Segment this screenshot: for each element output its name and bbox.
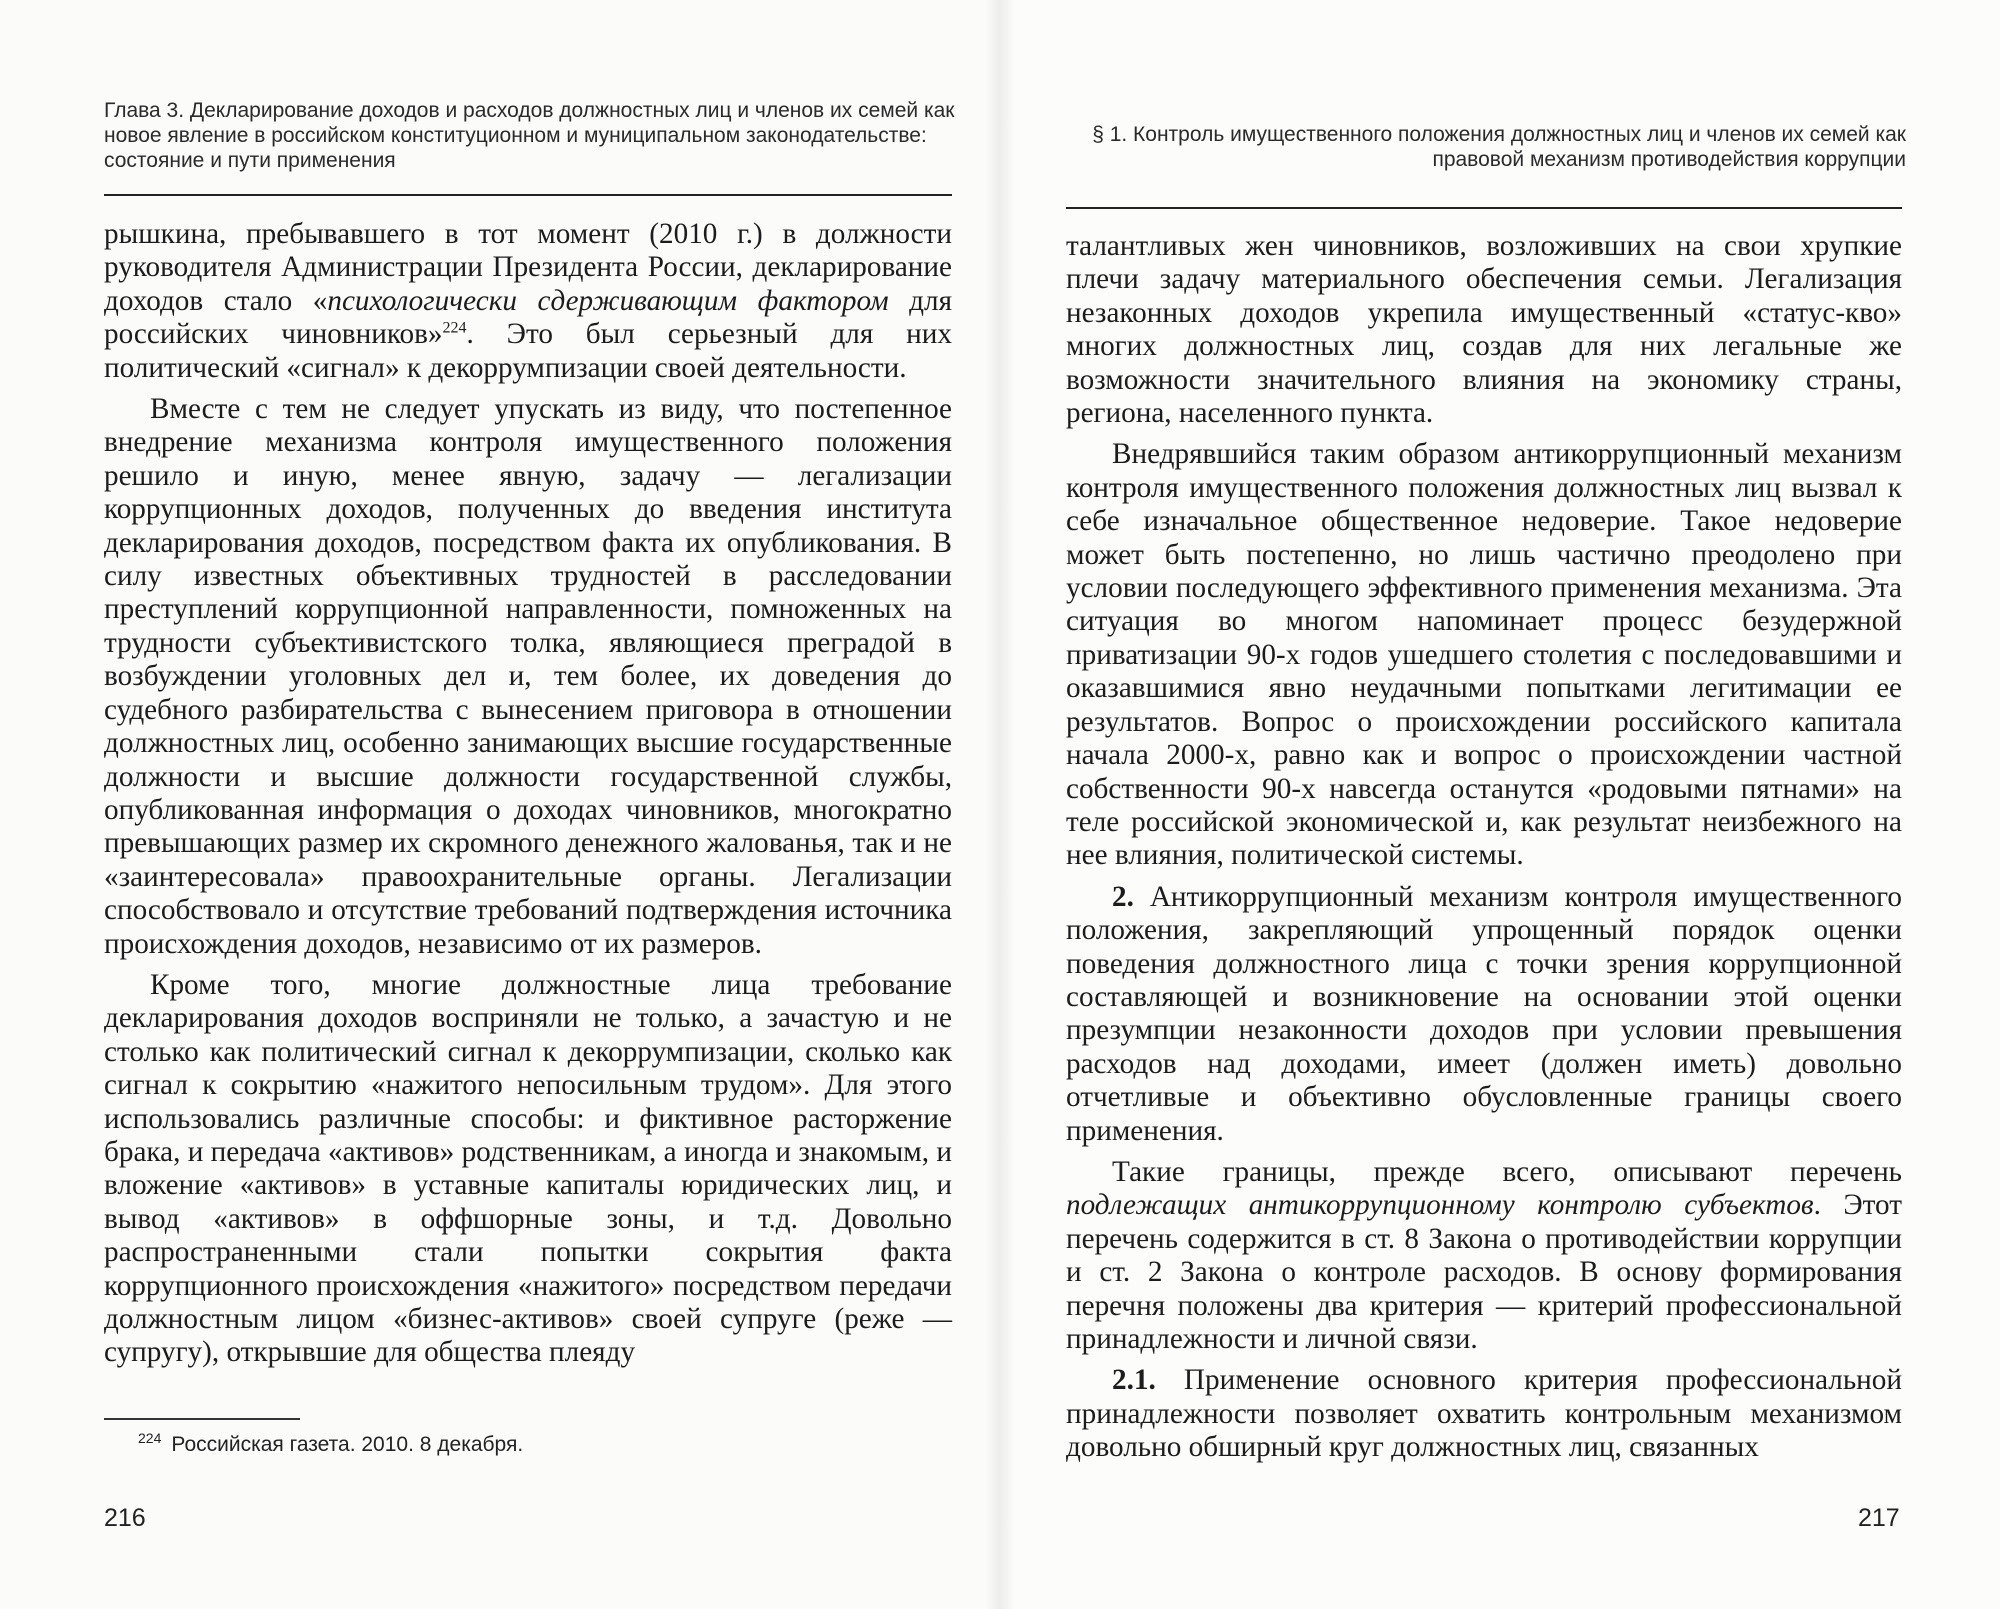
footnote-number: 224 [138,1430,162,1446]
paragraph: 2. Антикоррупционный механизм контроля имущественного положения, закрепляющий упрощенный порядок оценки поведения должностного лица с точки зрения коррупционной составляющей и возникновение на основании этой оценки презумпции незаконности доходов при условии превышения расходов над доходами, имеет (должен иметь) довольно отчетливые и объективно обусловленные границы своего применения. [1066,880,1902,1147]
section-number: 2. [1112,880,1134,913]
running-head-right: § 1. Контроль имущественного положения должностных лиц и членов их семей как правовой механизм противодействия коррупции [1092,123,1906,171]
body-text-right [1066,230,1902,1473]
paragraph: рышкина, пребывавшего в тот момент (2010 г.) в должности руководителя Администрации Президента России, декларирование доходов стало «психологически сдерживающим фактором для российских чиновников»$^{224}$. Это был серьезный для них политический «сигнал» к декоррумпизации своей деятельности. [104,218,953,384]
book-gutter [985,0,1015,1609]
italic-term: подлежащих антикоррупционному контролю субъектов [1066,1189,1814,1222]
right-page [1000,0,2000,1609]
footnote-text: Российская газета. 2010. 8 декабря. [171,1433,524,1456]
running-head-left: Глава 3. Декларирование доходов и расходов должностных лиц и членов их семей как новое явление в российском конституционном и муниципальном законодательстве: состояние и пути применения [104,99,955,172]
paragraph: Кроме того, многие должностные лица требование декларирования доходов восприняли не только, а зачастую и не столько как политический сигнал к декоррумпизации, сколько как сигнал к сокрытию «нажитого непосильным трудом». Для этого использовались различные способы: и фиктивное расторжение брака, и передача «активов» родственникам, а иногда и знакомым, и вложение «активов» в уставные капиталы юридических лиц, и вывод «активов» в оффшорные зоны, и т.д. Довольно распространенными стали попытки сокрытия факта коррупционного происхождения «нажитого» посредством передачи должностным лицом «бизнес-активов» своей супруге (реже — супругу), открывшие для общества плеяду [104,968,952,1369]
paragraph: талантливых жен чиновников, возложивших на свои хрупкие плечи задачу материального обеспечения семьи. Легализация незаконных доходов укрепила имущественный «статус-кво» многих должностных лиц, создав для них легальные же возможности значительного влияния на экономику страны, региона, населенного пункта. [1066,230,1902,430]
header-rule-right [1066,207,1902,209]
paragraph: Внедрявшийся таким образом антикоррупционный механизм контроля имущественного положения должностных лиц вызвал к себе изначальное общественное недоверие. Такое недоверие может быть постепенно, но лишь частично преодолено при условии последующего эффективного применения механизма. Эта ситуация во многом напоминает процесс безудержной приватизации 90-х годов ушедшего столетия с последовавшими и оказавшимися явно неудачными попытками легитимации ее результатов. Вопрос о происхождении российского капитала начала 2000-х, равно как и вопрос о происхождении частной собственности 90-х навсегда останутся «родовыми пятнами» на теле российской экономической и, как результат неизбежного на нее влияния, политической системы. [1066,438,1902,872]
italic-quote: психологически сдерживающим фактором [327,284,889,317]
body-text-left [104,218,952,1378]
paragraph: Вместе с тем не следует упускать из виду, что постепенное внедрение механизма контроля имущественного положения решило и иную, менее явную, задачу — легализации коррупционных доходов, полученных до введения института декларирования доходов, посредством факта их опубликования. В силу известных объективных трудностей в расследовании преступлений коррупционной направленности, помноженных на трудности субъективистского толка, являющиеся преградой в возбуждении уголовных дел и, тем более, их доведения до судебного разбирательства с вынесением приговора в отношении должностных лиц, особенно занимающих высшие государственные должности и высшие должности государственной службы, опубликованная информация о доходах чиновников, многократно превышающих размер их скромного денежного жалованья, так и не «заинтересовала» правоохранительные органы. Легализации способствовало и отсутствие требований подтверждения источника происхождения доходов, независимо от их размеров. [104,393,952,960]
footnote-rule [104,1418,300,1420]
page-number-left: 216 [104,1504,146,1532]
section-number: 2.1. [1112,1364,1156,1397]
paragraph: Такие границы, прежде всего, описывают перечень подлежащих антикоррупционному контролю субъектов. Этот перечень содержится в ст. 8 Закона о противодействии коррупции и ст. 2 Закона о контроле расходов. В основу формирования перечня положены два критерия — критерий профессиональной принадлежности и личной связи. [1066,1155,1903,1355]
footnote [138,1432,938,1458]
paragraph: 2.1. Применение основного критерия профессиональной принадлежности позволяет охватить контрольным механизмом довольно обширный круг должностных лиц, связанных [1066,1364,1902,1464]
footnote-ref: 224 [442,319,467,337]
header-rule-left [104,194,952,196]
page-number-right: 217 [1858,1504,1900,1532]
